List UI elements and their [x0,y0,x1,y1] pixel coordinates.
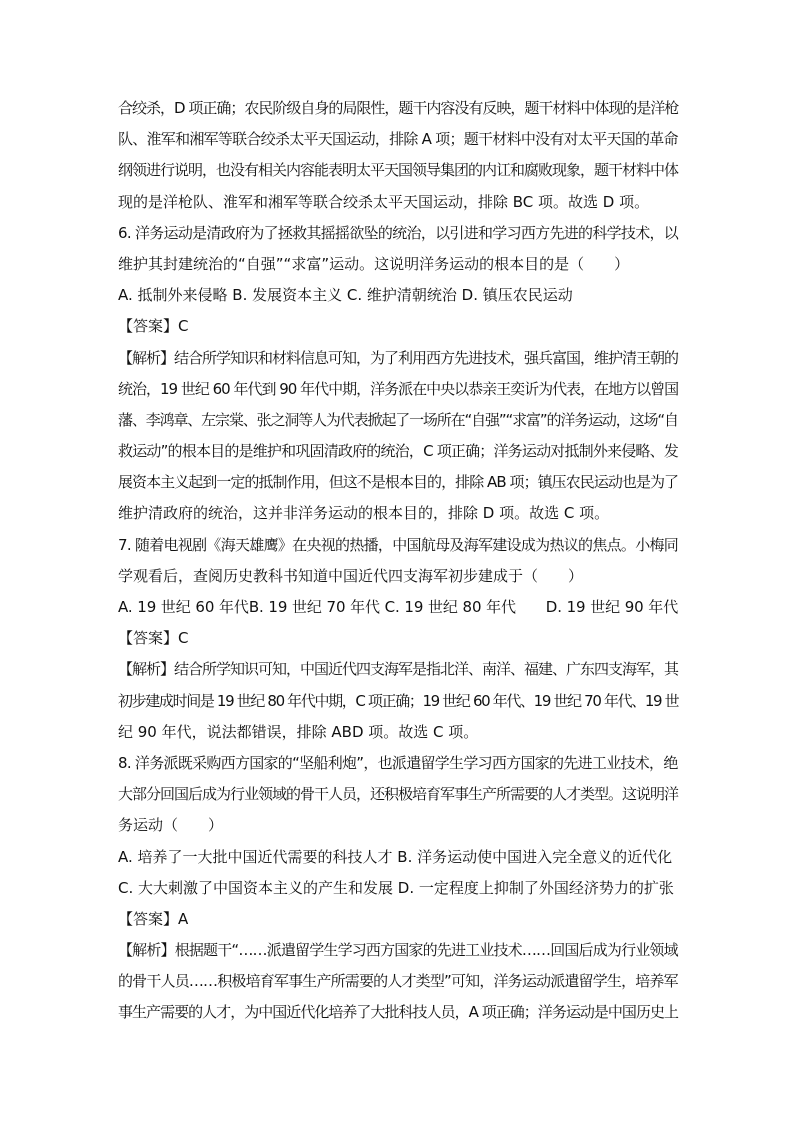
document-page [118,93,678,1029]
question-6-answer: 【答案】C [118,317,189,336]
question-8-stem: 大部分回国后成为行业领域的骨干人员，还积极培育军事生产所需要的人才类型。这说明洋 [118,785,679,804]
question-8-analysis: 【解析】根据题干“……派遣留学生学习西方国家的先进工业技术……回国后成为行业领域 [118,941,678,960]
question-6-analysis: 维护清政府的统治，这并非洋务运动的根本目的，排除 D 项。故选 C 项。 [118,504,610,523]
question-8-answer: 【答案】A [118,909,189,928]
question-7-analysis: 初步建成时间是 19 世纪 80 年代中期，C 项正确；19 世纪 60 年代、19 世纪 70 年代、19 世 [118,691,679,710]
question-8-options: C. 大大刺激了中国资本主义的产生和发展 D. 一定程度上抑制了外国经济势力的扩张 [118,878,674,897]
question-6-analysis: 救运动”的根本目的是维护和巩固清政府的统治，C 项正确；洋务运动对抵制外来侵略、发 [118,442,679,461]
question-7-analysis: 纪 90 年代，说法都错误，排除 ABD 项。故选 C 项。 [118,722,479,741]
question-6-analysis: 统治，19 世纪 60 年代到 90 年代中期，洋务派在中央以恭亲王奕䜣为代表，在地方以曾国 [118,379,679,398]
question-6-analysis: 【解析】结合所学知识和材料信息可知，为了利用西方先进技术，强兵富国，维护清王朝的 [118,348,679,367]
question-6-options: A. 抵制外来侵略 B. 发展资本主义 C. 维护清朝统治 D. 镇压农民运动 [118,286,573,305]
question-7-stem: 7. 随着电视剧《海天雄鹰》在央视的热播，中国航母及海军建设成为热议的焦点。小梅同 [118,535,679,554]
question-8-stem: 8. 洋务派既采购西方国家的“坚船利炮”，也派遣留学生学习西方国家的先进工业技术，绝 [118,753,678,772]
question-8-analysis: 事生产需要的人才，为中国近代化培养了大批科技人员，A 项正确；洋务运动是中国历史上 [118,1003,679,1022]
question-8-options: A. 培养了一大批中国近代需要的科技人才 B. 洋务运动使中国进入完全意义的近代化 [118,847,673,866]
question-6-stem: 6. 洋务运动是清政府为了拯救其摇摇欲坠的统治，以引进和学习西方先进的科学技术，以 [118,223,679,242]
text-line: 纲领进行说明，也没有相关内容能表明太平天国领导集团的内讧和腐败现象，题干材料中体 [118,161,679,180]
question-8-stem: 务运动（ ） [118,816,224,835]
question-6-analysis: 展资本主义起到一定的抵制作用，但这不是根本目的，排除 AB 项；镇压农民运动也是为了 [118,473,679,492]
question-6-analysis: 藩、李鸿章、左宗棠、张之洞等人为代表掀起了一场所在“自强”“求富”的洋务运动，这场“自 [118,410,678,429]
question-6-stem: 维护其封建统治的“自强”“求富”运动。这说明洋务运动的根本目的是（ ） [118,254,630,273]
question-7-stem: 学观看后，查阅历史教科书知道中国近代四支海军初步建成于（ ） [118,566,584,585]
question-7-analysis: 【解析】结合所学知识可知，中国近代四支海军是指北洋、南洋、福建、广东四支海军，其 [118,660,679,679]
question-8-analysis: 的骨干人员……积极培育军事生产所需要的人才类型”可知，洋务运动派遣留学生，培养军 [118,972,678,991]
question-7-answer: 【答案】C [118,629,189,648]
text-line: 队、淮军和湘军等联合绞杀太平天国运动，排除 A 项；题干材料中没有对太平天国的革命 [118,130,678,149]
question-7-options: A. 19 世纪 60 年代B. 19 世纪 70 年代 C. 19 世纪 80 年代 D. 19 世纪 90 年代 [118,598,679,616]
text-line: 现的是洋枪队、淮军和湘军等联合绞杀太平天国运动，排除 BC 项。故选 D 项。 [118,192,650,211]
text-line: 合绞杀，D 项正确；农民阶级自身的局限性，题干内容没有反映，题干材料中体现的是洋枪 [118,99,679,117]
